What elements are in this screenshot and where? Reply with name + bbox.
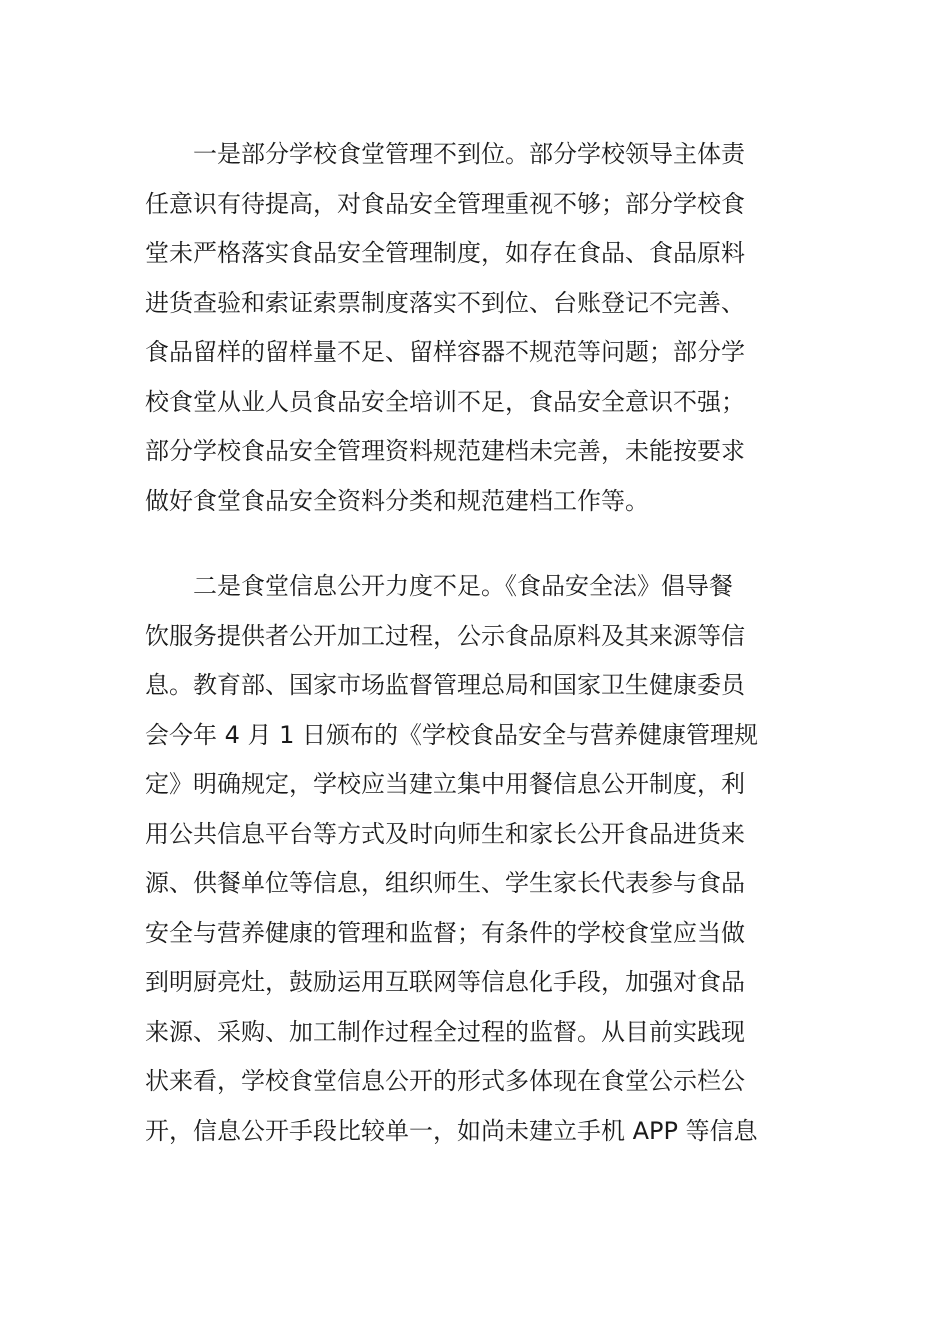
text-line: 状来看，学校食堂信息公开的形式多体现在食堂公示栏公 xyxy=(145,1067,745,1095)
text-line: 部分学校食品安全管理资料规范建档未完善，未能按要求 xyxy=(145,437,745,465)
text-line: 来源、采购、加工制作过程全过程的监督。从目前实践现 xyxy=(145,1017,745,1046)
paragraph-school-canteen-management xyxy=(145,130,805,526)
text-line: 堂未严格落实食品安全管理制度，如存在食品、食品原料 xyxy=(145,239,745,267)
text-line: 任意识有待提高，对食品安全管理重视不够；部分学校食 xyxy=(145,189,745,218)
text-line: 到明厨亮灶，鼓励运用互联网等信息化手段，加强对食品 xyxy=(145,968,745,996)
text-line: 源、供餐单位等信息，组织师生、学生家长代表参与食品 xyxy=(145,869,745,897)
text-line: 进货查验和索证索票制度落实不到位、台账登记不完善、 xyxy=(145,288,745,317)
text-line: 食品留样的留样量不足、留样容器不规范等问题；部分学 xyxy=(145,338,745,366)
text-line: 二是食堂信息公开力度不足。《食品安全法》倡导餐 xyxy=(193,572,733,600)
text-line: 校食堂从业人员食品安全培训不足，食品安全意识不强； xyxy=(145,387,745,416)
paragraph-information-disclosure xyxy=(145,562,805,1156)
text-line: 定》明确规定，学校应当建立集中用餐信息公开制度，利 xyxy=(145,770,745,798)
text-line: 饮服务提供者公开加工过程，公示食品原料及其来源等信 xyxy=(145,621,745,650)
text-line: 用公共信息平台等方式及时向师生和家长公开食品进货来 xyxy=(145,819,745,848)
text-line: 安全与营养健康的管理和监督；有条件的学校食堂应当做 xyxy=(145,918,745,947)
text-line: 开，信息公开手段比较单一，如尚未建立手机 APP 等信息 xyxy=(145,1116,758,1145)
text-line: 息。教育部、国家市场监督管理总局和国家卫生健康委员 xyxy=(145,671,745,699)
text-line: 做好食堂食品安全资料分类和规范建档工作等。 xyxy=(145,486,649,515)
text-line: 会今年 4 月 1 日颁布的《学校食品安全与营养健康管理规 xyxy=(145,720,759,749)
text-line: 一是部分学校食堂管理不到位。部分学校领导主体责 xyxy=(193,140,745,168)
